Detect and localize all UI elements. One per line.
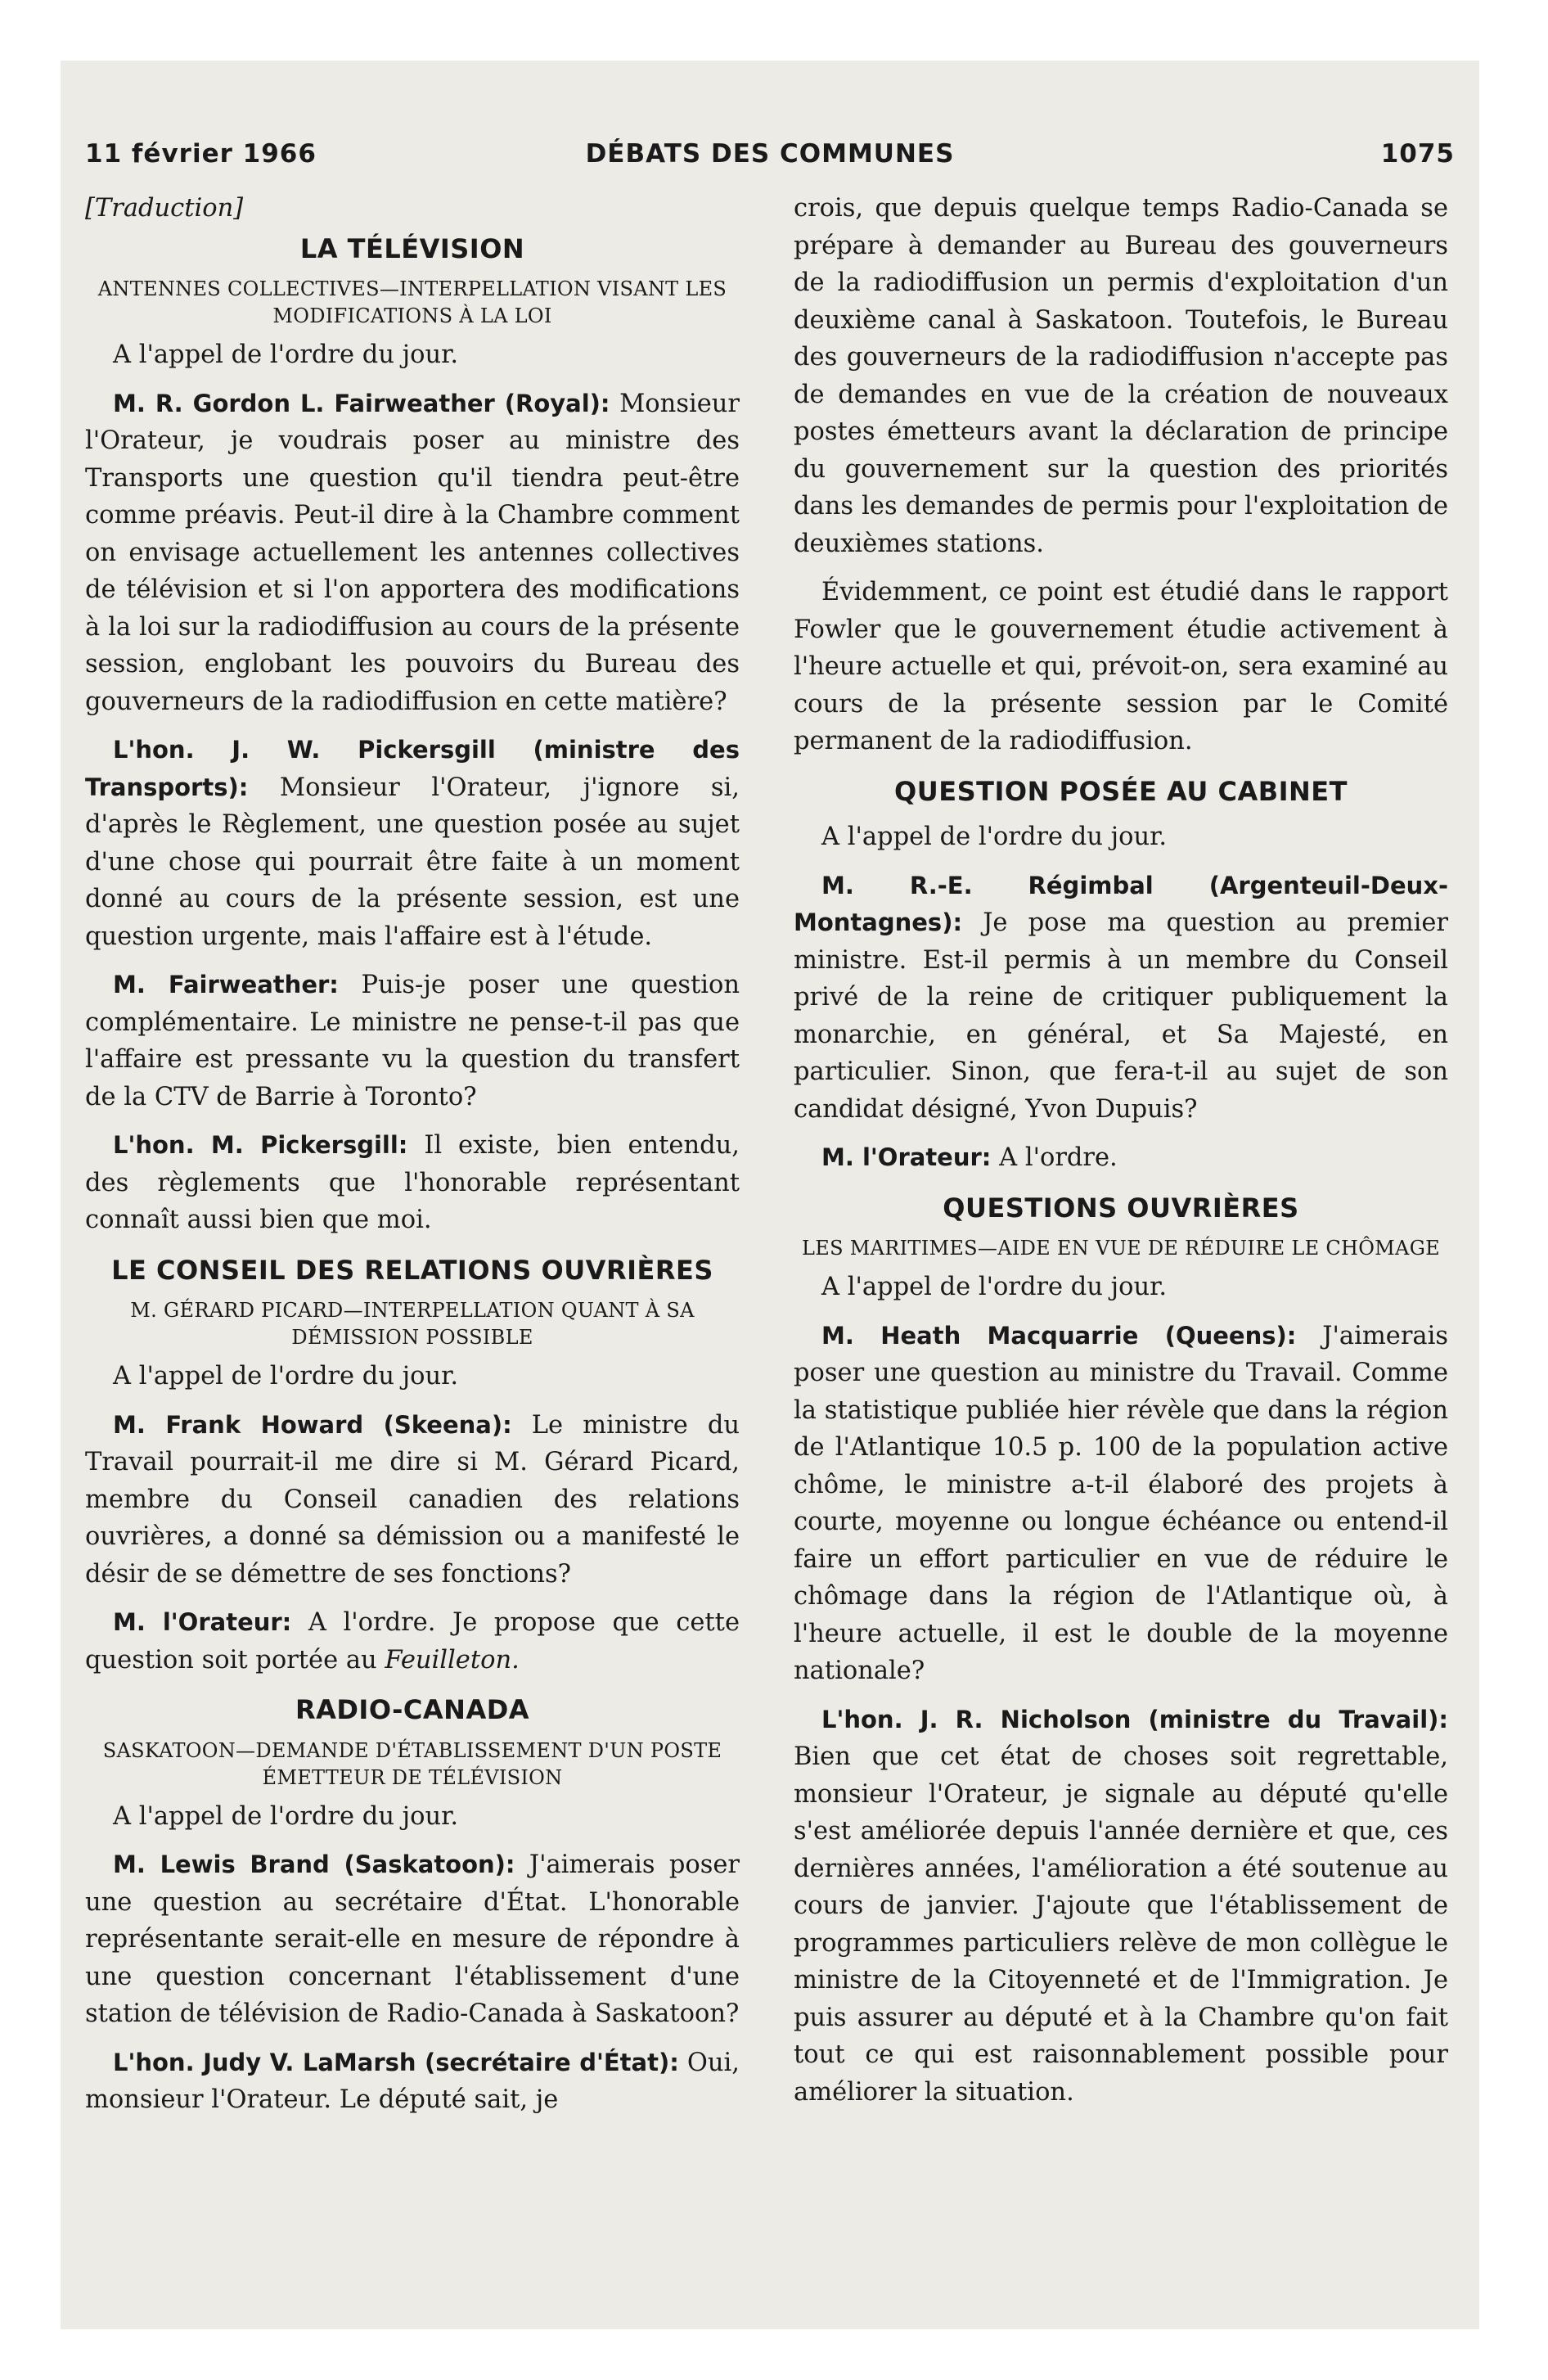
speaker-name: M. Lewis Brand (Saskatoon):	[113, 1850, 515, 1878]
section-title-conseil: LE CONSEIL DES RELATIONS OUVRIÈRES	[111, 1254, 713, 1286]
speech-fairweather: M. R. Gordon L. Fairweather (Royal): Monsieur l'Orateur, je voudrais poser au ministre des Transports une question qu'il tiendra peut-être comme préavis. Peut-il dire à la Chambre comment on envisage actuellement les antennes collectives de télévision et si l'on apportera des modifications à la loi sur la radiodiffusion au cours de la présente session, englobant les pouvoirs du Bureau des gouverneurs de la radiodiffusion en cette matière?	[85, 389, 740, 716]
speaker-name: M. l'Orateur:	[821, 1143, 992, 1171]
speech-lamarsh-cont: crois, que depuis quelque temps Radio-Canada se prépare à demander au Bureau des gouverneurs de la radiodiffusion un permis d'exploitation d'un deuxième canal à Saskatoon. Toutefois, le Bureau des gouverneurs de la radiodiffusion n'accepte pas de demandes en vue de la création de nouveaux postes émetteurs avant la déclaration de principe du gouvernement sur la question des priorités dans les demandes de permis pour l'exploitation de deuxièmes stations.	[794, 194, 1448, 558]
header-date: 11 février 1966	[85, 139, 317, 169]
order-of-day: A l'appel de l'ordre du jour.	[113, 340, 459, 369]
section-title-cabinet: QUESTION POSÉE AU CABINET	[894, 775, 1348, 807]
left-column	[85, 190, 740, 2130]
header-title: DÉBATS DES COMMUNES	[585, 139, 955, 169]
order-of-day: A l'appel de l'ordre du jour.	[821, 1273, 1168, 1301]
speech-macquarrie: M. Heath Macquarrie (Queens): J'aimerais poser une question au ministre du Travail. Comme la statistique publiée hier révèle que dans la région de l'Atlantique 10.5 p. 100 de la population active chôme, le ministre a-t-il élaboré des projets à courte, moyenne ou longue échéance ou entend-il faire un effort particulier en vue de réduire le chômage dans la région de l'Atlantique où, à l'heure actuelle, il est le double de la moyenne nationale?	[794, 1321, 1448, 1685]
speech-pickersgill: L'hon. J. W. Pickersgill (ministre des Transports): Monsieur l'Orateur, j'ignore si, d'après le Règlement, une question posée au sujet d'une chose qui pourrait être faite à un moment donné au cours de la présente session, est une question urgente, mais l'affaire est à l'étude.	[85, 736, 740, 951]
speaker-name: L'hon. J. W. Pickersgill (ministre des Transports):	[85, 736, 740, 801]
speech-brand: M. Lewis Brand (Saskatoon): J'aimerais poser une question au secrétaire d'État. L'honorable représentante serait-elle en mesure de répondre à une question concernant l'établissement d'une station de télévision de Radio-Canada à Saskatoon?	[85, 1850, 740, 2028]
speaker-name: L'hon. Judy V. LaMarsh (secrétaire d'État):	[113, 2048, 679, 2076]
page-number: 1075	[1380, 139, 1455, 169]
speaker-name: M. R.-E. Régimbal (Argenteuil-Deux-Montagnes):	[794, 871, 1448, 936]
speaker-name: L'hon. J. R. Nicholson (ministre du Travail):	[821, 1705, 1448, 1733]
page-header	[85, 139, 1455, 180]
speech-nicholson: L'hon. J. R. Nicholson (ministre du Travail): Bien que cet état de choses soit regrettable, monsieur l'Orateur, je signale au député qu'elle s'est améliorée depuis l'année dernière et que, ces dernières années, l'amélioration a été soutenue au cours de janvier. J'ajoute que l'établissement de programmes particuliers relève de mon collègue le ministre de la Citoyenneté et de l'Immigration. Je puis assurer au député et à la Chambre qu'on fait tout ce qui est raisonnablement possible pour améliorer la situation.	[794, 1705, 1448, 2107]
right-column	[794, 190, 1448, 2122]
translation-note: [Traduction]	[85, 194, 244, 223]
document-page	[61, 61, 1479, 2329]
order-of-day: A l'appel de l'ordre du jour.	[821, 823, 1168, 851]
order-of-day: A l'appel de l'ordre du jour.	[113, 1801, 459, 1831]
speech-pickersgill-2: L'hon. M. Pickersgill: Il existe, bien entendu, des règlements que l'honorable représentant connaît aussi bien que moi.	[85, 1131, 740, 1234]
speech-lamarsh: L'hon. Judy V. LaMarsh (secrétaire d'État): Oui, monsieur l'Orateur. Le député sait, je	[85, 2048, 740, 2114]
speaker-name: M. R. Gordon L. Fairweather (Royal):	[113, 389, 610, 417]
speech-howard: M. Frank Howard (Skeena): Le ministre du Travail pourrait-il me dire si M. Gérard Picard, membre du Conseil canadien des relations ouvrières, a donné sa démission ou a manifesté le désir de se démettre de ses fonctions?	[85, 1410, 740, 1589]
speech-regimbal: M. R.-E. Régimbal (Argenteuil-Deux-Montagnes): Je pose ma question au premier ministre. Est-il permis à un membre du Conseil privé de la reine de critiquer publiquement la monarchie, en général, et Sa Majesté, en particulier. Sinon, que fera-t-il au sujet de son candidat désigné, Yvon Dupuis?	[794, 871, 1448, 1124]
section-subtitle-antennes: ANTENNES COLLECTIVES—INTERPELLATION VISANT LES MODIFICATIONS À LA LOI	[97, 277, 727, 327]
paragraph-fowler: Évidemment, ce point est étudié dans le rapport Fowler que le gouvernement étudie activement à l'heure actuelle et qui, prévoit-on, sera examiné au cours de la présente session par le Comité permanent de la radiodiffusion.	[794, 578, 1448, 755]
speech-orateur-2: M. l'Orateur: A l'ordre.	[821, 1143, 1118, 1172]
section-title-radio-canada: RADIO-CANADA	[295, 1694, 530, 1725]
order-of-day: A l'appel de l'ordre du jour.	[113, 1362, 459, 1391]
speaker-name: M. l'Orateur:	[113, 1608, 292, 1636]
speaker-name: M. Heath Macquarrie (Queens):	[821, 1321, 1297, 1350]
section-subtitle-saskatoon: SASKATOON—DEMANDE D'ÉTABLISSEMENT D'UN POSTE ÉMETTEUR DE TÉLÉVISION	[102, 1738, 722, 1789]
section-title-questions-ouvrieres: QUESTIONS OUVRIÈRES	[943, 1192, 1299, 1224]
speaker-name: L'hon. M. Pickersgill:	[113, 1131, 408, 1159]
section-title-television: LA TÉLÉVISION	[299, 232, 525, 264]
speech-orateur: M. l'Orateur: A l'ordre. Je propose que cette question soit portée au Feuilleton.	[85, 1608, 740, 1675]
section-subtitle-maritimes: LES MARITIMES—AIDE EN VUE DE RÉDUIRE LE CHÔMAGE	[802, 1237, 1440, 1260]
speaker-name: M. Frank Howard (Skeena):	[113, 1410, 512, 1439]
speaker-name: M. Fairweather:	[113, 971, 339, 998]
speech-fairweather-2: M. Fairweather: Puis-je poser une question complémentaire. Le ministre ne pense-t-il pas que l'affaire est pressante vu la question du transfert de la CTV de Barrie à Toronto?	[85, 971, 740, 1111]
section-subtitle-picard: M. GÉRARD PICARD—INTERPELLATION QUANT À SA DÉMISSION POSSIBLE	[130, 1299, 695, 1349]
